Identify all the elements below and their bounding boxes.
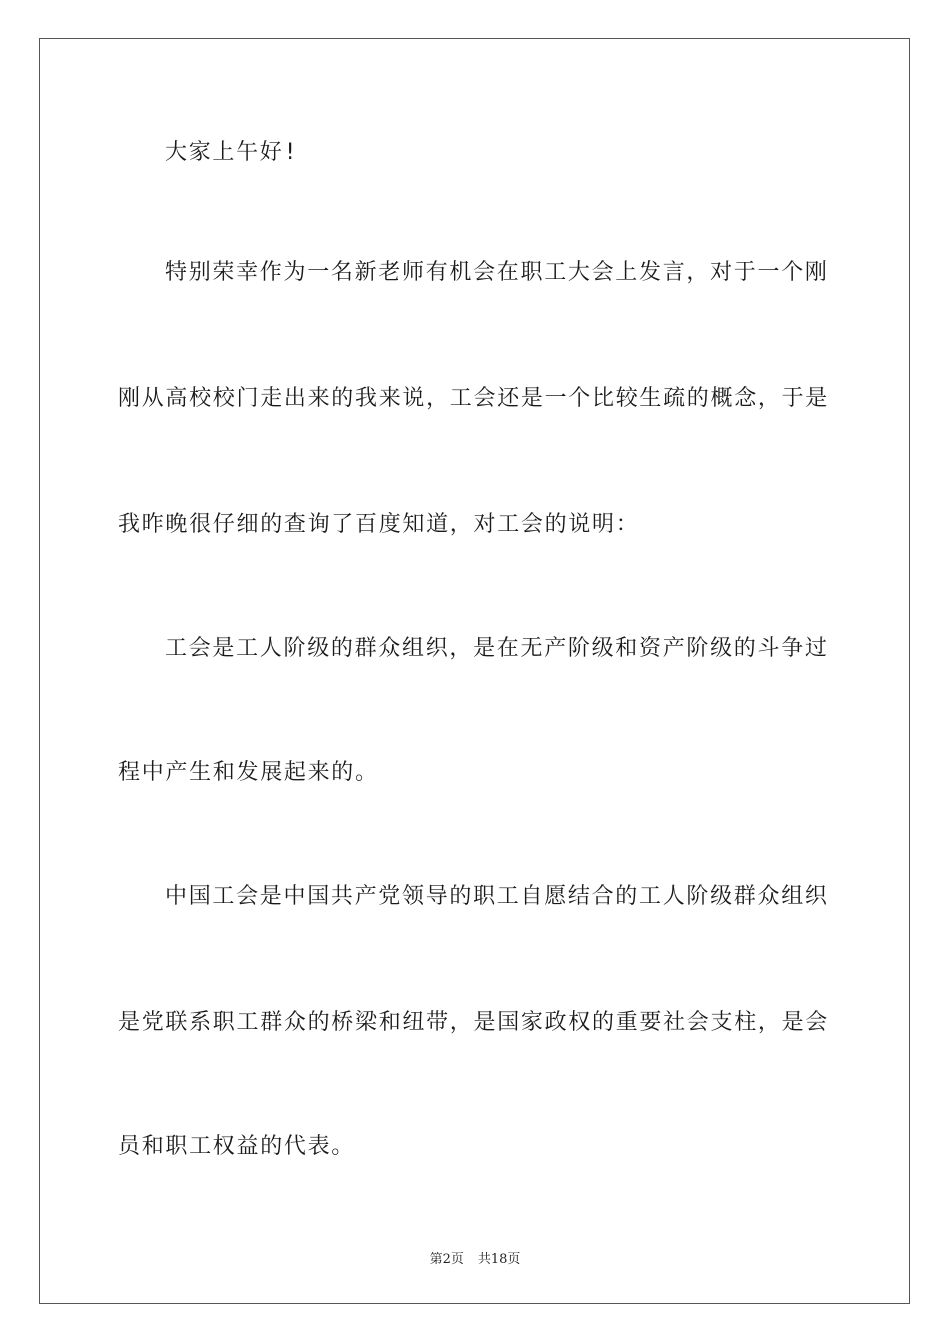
paragraph-line: 中国工会是中国共产党领导的职工自愿结合的工人阶级群众组织 <box>165 884 829 909</box>
paragraph-line: 刚从高校校门走出来的我来说，工会还是一个比较生疏的概念，于是 <box>118 386 830 411</box>
paragraph-line: 大家上午好! <box>165 140 299 165</box>
paragraph-line: 我昨晚很仔细的查询了百度知道，对工会的说明： <box>118 512 640 537</box>
paragraph-line: 员和职工权益的代表。 <box>118 1134 356 1159</box>
paragraph-line: 程中产生和发展起来的。 <box>118 760 379 785</box>
page-border <box>39 38 910 1304</box>
page-number: 第2页 <box>429 1252 464 1267</box>
paragraph-line: 是党联系职工群众的桥梁和纽带，是国家政权的重要社会支柱，是会 <box>118 1010 830 1035</box>
page-total: 共18页 <box>477 1252 521 1267</box>
paragraph-line: 工会是工人阶级的群众组织，是在无产阶级和资产阶级的斗争过 <box>165 636 829 661</box>
paragraph-line: 特别荣幸作为一名新老师有机会在职工大会上发言，对于一个刚 <box>165 260 829 285</box>
page-footer <box>0 1248 950 1267</box>
